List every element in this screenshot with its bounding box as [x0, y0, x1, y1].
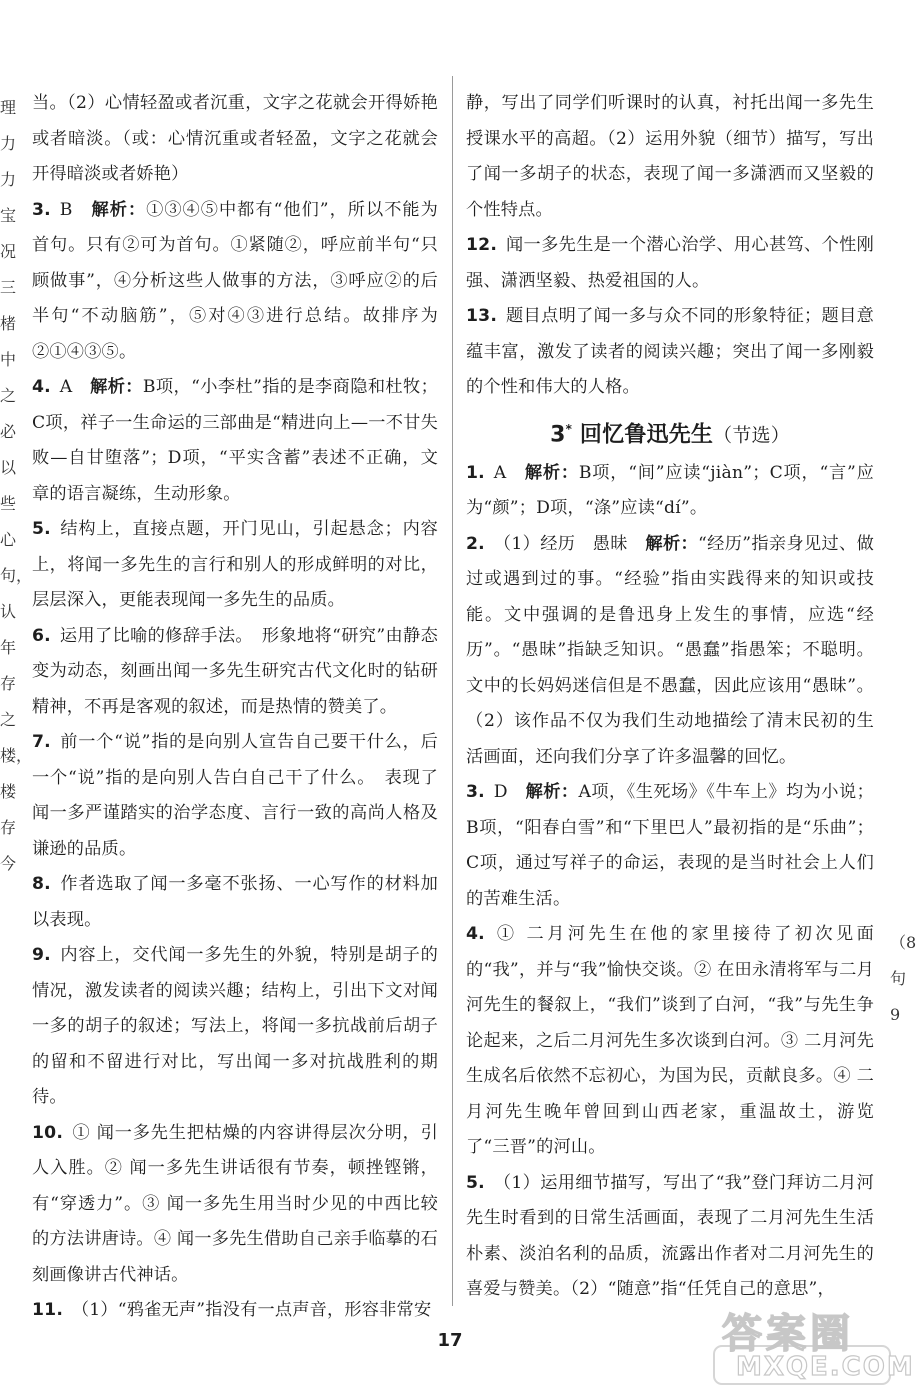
answer-text: （1）运用细节描写，写出了“我”登门拜访二月河先生时看到的日常生活画面，表现了二月河先生生活朴素、淡泊名利的品质，流露出作者对二月河先生的喜爱与赞美。（2）“随意”指“任凭自己的意思”，: [466, 1172, 874, 1300]
answer-number: 4.: [32, 377, 51, 397]
answer-text: （1）“鸦雀无声”指没有一点声音，形容非常安: [71, 1300, 432, 1320]
answer-choice: A: [493, 462, 525, 483]
answer-item: [32, 1293, 438, 1329]
analysis-label: 解析：: [91, 199, 147, 220]
section-number: 3: [550, 421, 566, 447]
page-number: 17: [437, 1330, 463, 1351]
answer-text: ① 闻一多先生把枯燥的内容讲得层次分明，引人入胜。② 闻一多先生讲话很有节奏，顿挫铿锵，有“穿透力”。③ 闻一多先生用当时少见的中西比较的方法讲唐诗。④ 闻一多先生借助自己亲手临摹的石刻画像讲古代神话。: [32, 1122, 438, 1285]
answer-text: 前一个“说”指的是向别人宣告自己要干什么，后一个“说”指的是向别人告白自己干了什么。 表现了闻一多严谨踏实的治学态度、言行一致的高尚人格及谦逊的品质。: [32, 732, 438, 859]
left-column: [32, 86, 438, 1329]
right-column-bottom-answers: [466, 456, 874, 1308]
answer-text: 结构上，直接点题，开门见山，引起悬念；内容上，将闻一多先生的言行和别人的形成鲜明的对比，层层深入，更能表现闻一多先生的品质。: [32, 519, 438, 610]
answer-item: [466, 527, 874, 776]
analysis-label: 解析：: [645, 533, 699, 554]
answer-text: “经历”指亲身见过、做过或遇到过的事。“经验”指由实践得来的知识或技能。文中强调的是鲁迅身上发生的事情，应选“经历”。“愚昧”指缺乏知识。“愚蠢”指愚笨；不聪明。文中的长妈妈迷信但是不愚蠢，因此应该用“愚昧”。（2）该作品不仅为我们生动地描绘了清末民初的生活画面，还向我们分享了许多温馨的回忆。: [466, 533, 874, 767]
answer-item: [466, 775, 874, 917]
right-edge-cropped-text: （8句9: [890, 933, 916, 1024]
section-title: [466, 410, 874, 454]
analysis-label: 解析：: [525, 782, 579, 803]
answer-item: [32, 512, 438, 619]
answer-text: 静，写出了同学们听课时的认真，衬托出闻一多先生授课水平的高超。（2）运用外貌（细节）描写，写出了闻一多胡子的状态，表现了闻一多潇洒而又坚毅的个性特点。: [466, 93, 874, 220]
answer-text: B项，“间”应读“jiàn”；C项，“言”应为“颜”；D项，“涤”应读“dí”。: [466, 462, 874, 519]
answer-item: [466, 456, 874, 527]
answer-item: [32, 938, 438, 1116]
answer-number: 10.: [32, 1122, 64, 1143]
answer-text: 内容上，交代闻一多先生的外貌，特别是胡子的情况，激发读者的阅读兴趣；结构上，引出下文对闻一多的胡子的叙述；写法上，将闻一多抗战前后胡子的留和不留进行对比，写出闻一多对抗战胜利的期待。: [32, 945, 438, 1107]
answer-number: 4.: [466, 924, 485, 945]
section-title-text: 回忆鲁迅先生: [579, 421, 714, 447]
answer-number: 3.: [466, 782, 485, 803]
answer-number: 7.: [32, 732, 51, 752]
right-column: [466, 86, 874, 1308]
answer-choice: A: [59, 377, 91, 397]
answer-number: 2.: [466, 533, 485, 554]
answer-item: [32, 193, 438, 371]
answer-item: [32, 86, 438, 193]
answer-text: A项，《生死场》《牛车上》均为小说；B项，“阳春白雪”和“下里巴人”最初指的是“乐曲”；C项，通过写祥子的命运，表现的是当时社会上人们的苦难生活。: [466, 782, 874, 909]
answer-item: [32, 867, 438, 938]
section-note: （节选）: [713, 423, 790, 446]
left-edge-cropped-text: 理力力宝况三楮中之必以些心句，认年存之楼，楼存今: [0, 98, 33, 873]
answer-text: 闻一多先生是一个潜心治学、用心甚笃、个性刚强、潇洒坚毅、热爱祖国的人。: [466, 235, 874, 291]
watermark-logo: [712, 1300, 915, 1388]
column-divider: [452, 76, 453, 1306]
answer-number: 5.: [466, 1172, 485, 1193]
answer-item: [32, 1116, 438, 1294]
section-mark: *: [565, 421, 573, 436]
answer-item: [466, 1166, 874, 1308]
answer-number: 13.: [466, 306, 498, 326]
answer-number: 12.: [466, 235, 498, 255]
answer-text: ① 二月河先生在他的家里接待了初次见面的“我”，并与“我”愉快交谈。② 在田永清将军与二月河先生的餐叙上，“我们”谈到了白河，“我”与先生争论起来，之后二月河先生多次谈到白河。③ 二月河先生成名后依然不忘初心，为国为民，贡献良多。④ 二月河先生晚年曾回到山西老家，重温故土，游览了“三晋”的河山。: [466, 924, 874, 1158]
analysis-label: 解析：: [524, 462, 579, 483]
watermark-en: MXQE.COM: [736, 1352, 915, 1382]
answer-number: 9.: [32, 945, 51, 965]
answer-item: [466, 917, 874, 1166]
answer-item: [466, 299, 874, 406]
answer-text: 题目点明了闻一多与众不同的形象特征；题目意蕴丰富，激发了读者的阅读兴趣；突出了闻一多刚毅的个性和伟大的人格。: [466, 306, 874, 397]
answer-number: 5.: [32, 519, 51, 539]
answer-choice: D: [493, 782, 526, 803]
answer-text: 运用了比喻的修辞手法。 形象地将“研究”由静态变为动态，刻画出闻一多先生研究古代文化时的钻研精神，不再是客观的叙述，而是热情的赞美了。: [32, 625, 438, 717]
right-column-top-answers: [466, 86, 874, 406]
answer-text: ①③④⑤中都有“他们”，所以不能为首句。只有②可为首句。①紧随②，呼应前半句“只顾做事”，④分析这些人做事的方法，③呼应②的后半句“不动脑筋”，⑤对④③进行总结。故排序为②①④③⑤。: [32, 199, 438, 362]
answer-number: 8.: [32, 874, 51, 894]
answer-item: [32, 619, 438, 726]
answer-item: [32, 370, 438, 512]
answer-number: 6.: [32, 625, 51, 646]
answer-item: [466, 228, 874, 299]
analysis-label: 解析：: [90, 377, 143, 397]
answer-number: 1.: [466, 462, 485, 483]
answer-text: 当。（2）心情轻盈或者沉重，文字之花就会开得娇艳或者暗淡。（或：心情沉重或者轻盈，文字之花就会开得暗淡或者娇艳）: [32, 93, 438, 184]
answer-text: 作者选取了闻一多毫不张扬、一心写作的材料加以表现。: [32, 874, 438, 930]
answer-number: 3.: [32, 199, 51, 220]
answer-number: 11.: [32, 1300, 64, 1320]
answer-text: B项，“小李杜”指的是李商隐和杜牧；C项，祥子一生命运的三部曲是“精进向上—一不甘失败—自甘堕落”；D项，“平实含蓄”表述不正确，文章的语言凝练，生动形象。: [32, 377, 438, 504]
answer-choice: B: [59, 199, 92, 220]
watermark-cn: 答案圈: [722, 1311, 854, 1357]
answer-choice: （1）经历 愚昧: [493, 533, 646, 554]
answer-item: [32, 725, 438, 867]
answer-item: [466, 86, 874, 228]
